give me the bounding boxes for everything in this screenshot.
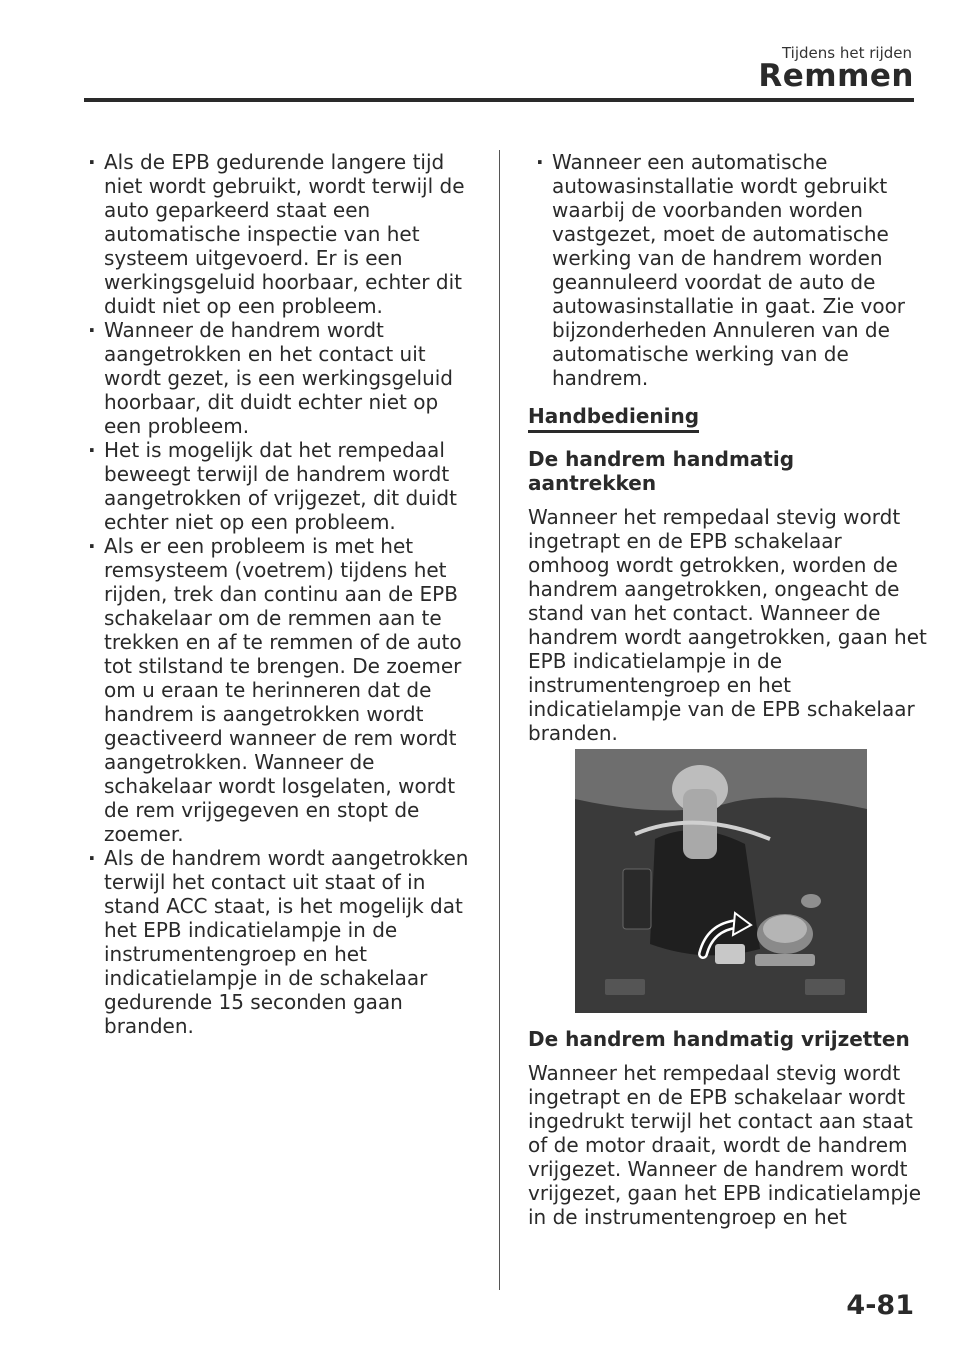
paragraph-release: Wanneer het rempedaal stevig wordt ingetrapt en de EPB schakelaar wordt ingedrukt terwijl het contact aan staat of de motor draait, wordt de handrem vrijgezet. Wanneer de handrem wordt vrijgezet, gaan het EPB indicatielampje in de instrumentengroep en het (528, 1061, 922, 1229)
list-item: · Als er een probleem is met het remsysteem (voetrem) tijdens het rijden, trek dan continu aan de EPB schakelaar om de remmen aan te trekken en af te remmen of de auto tot stilstand te brengen. De zoemer om u eraan te herinneren dat de handrem is aangetrokken wordt geactiveerd wanneer de rem wordt aangetrokken. Wanneer de schakelaar wordt losgelaten, wordt de rem vrijgegeven en stopt de zoemer. (80, 534, 480, 846)
list-item: · Wanneer een automatische autowasinstallatie wordt gebruikt waarbij de voorbanden worden vastgezet, moet de automatische werking van de handrem worden geannuleerd voordat de auto de autowasinstallatie in gaat. Zie voor bijzonderheden Annuleren van de automatische werking van de handrem. (528, 150, 928, 390)
right-bullet-list (528, 150, 928, 390)
section-heading: Handbediening (528, 404, 699, 433)
epb-switch-photo (575, 749, 867, 1013)
list-item: · Als de EPB gedurende langere tijd niet wordt gebruikt, wordt terwijl de auto geparkeerd staat een automatische inspectie van het systeem uitgevoerd. Er is een werkingsgeluid hoorbaar, echter dit duidt niet op een probleem. (80, 150, 480, 318)
page-number: 4-81 (846, 1290, 914, 1321)
page-title: Remmen (758, 58, 914, 94)
subheading-apply: De handrem handmatig aantrekken (528, 447, 795, 495)
header-section-label: Tijdens het rijden (781, 44, 912, 62)
subheading-release: De handrem handmatig vrijzetten (528, 1027, 910, 1051)
right-column (528, 150, 928, 1229)
paragraph-apply: Wanneer het rempedaal stevig wordt ingetrapt en de EPB schakelaar omhoog wordt getrokken, worden de handrem aangetrokken, ongeacht de stand van het contact. Wanneer de handrem wordt aangetrokken, gaan het EPB indicatielampje in de instrumentengroep en het indicatielampje van de EPB schakelaar branden. (528, 505, 927, 745)
column-divider (499, 150, 500, 1290)
list-item: · Het is mogelijk dat het rempedaal beweegt terwijl de handrem wordt aangetrokken of vrijgezet, dit duidt echter niet op een probleem. (80, 438, 480, 534)
left-column (80, 150, 480, 1038)
list-item: · Als de handrem wordt aangetrokken terwijl het contact uit staat of in stand ACC staat, is het mogelijk dat het EPB indicatielampje in de instrumentengroep en het indicatielampje in de schakelaar gedurende 15 seconden gaan branden. (80, 846, 480, 1038)
left-bullet-list (80, 150, 480, 1038)
header-rule (84, 98, 914, 102)
epb-switch-illustration (575, 749, 867, 1013)
list-item: · Wanneer de handrem wordt aangetrokken en het contact uit wordt gezet, is een werkingsgeluid hoorbaar, dit duidt echter niet op een probleem. (80, 318, 480, 438)
